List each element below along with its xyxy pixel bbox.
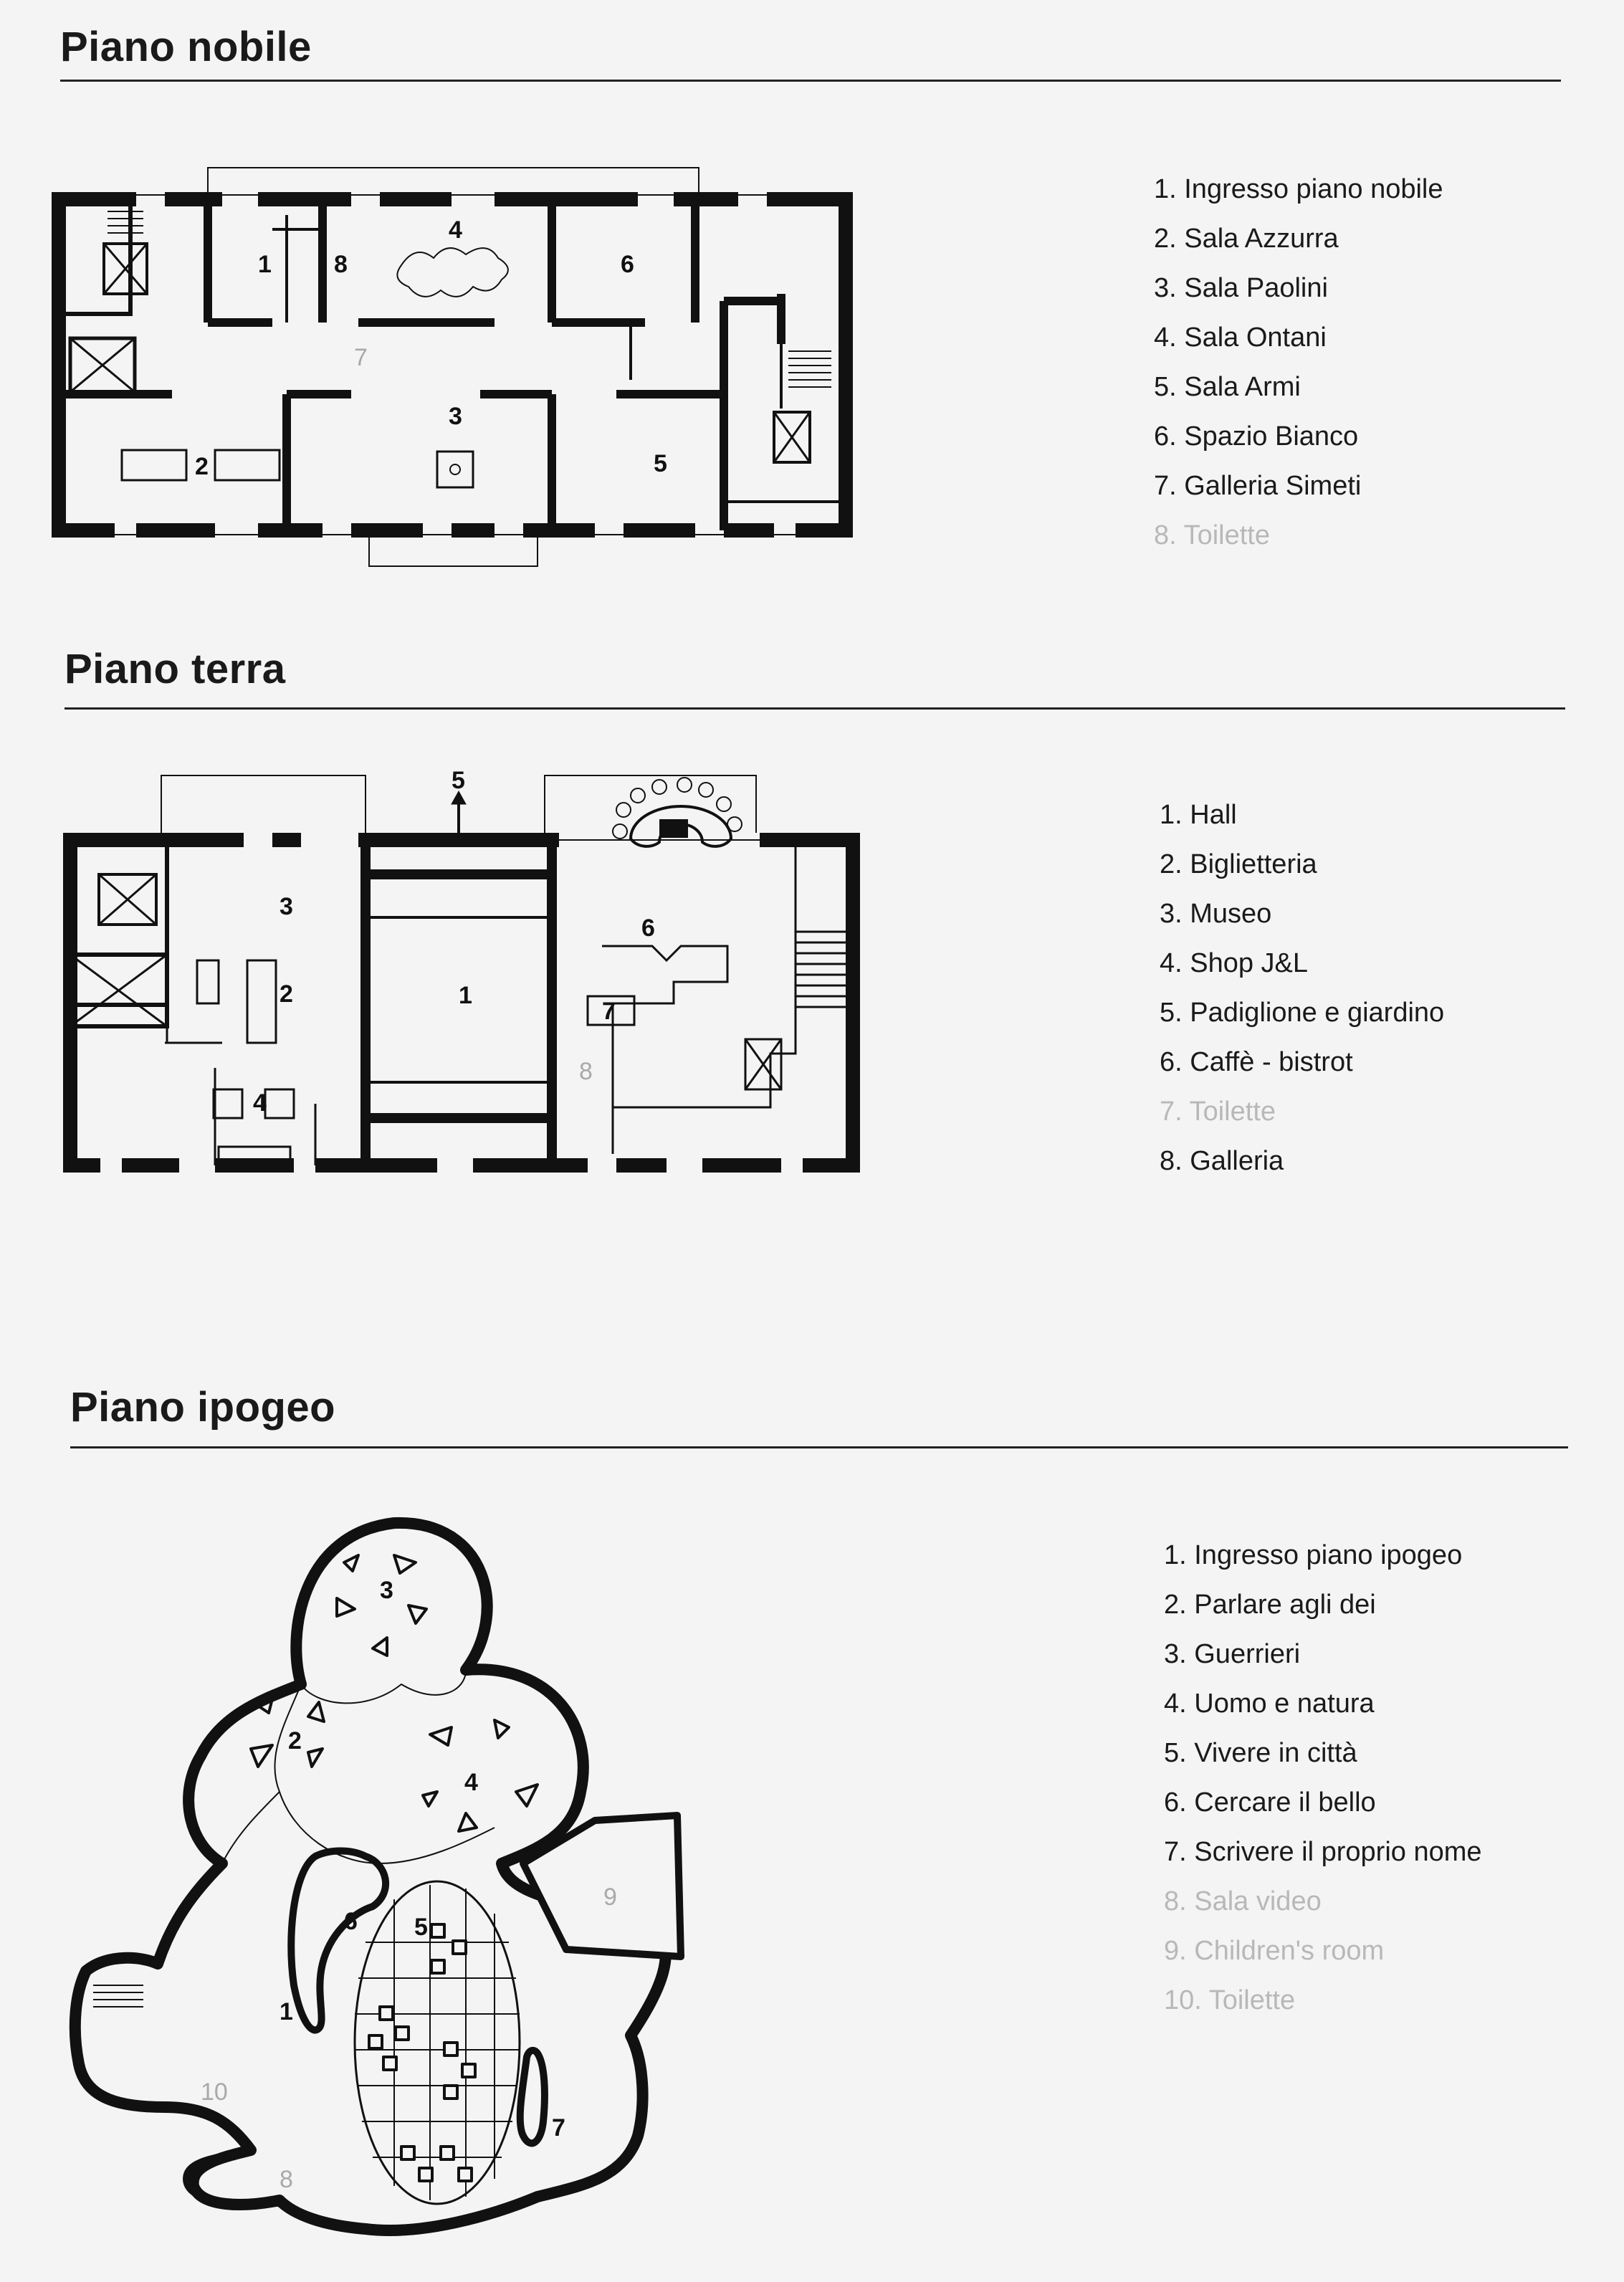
legend-item: 7. Scrivere il proprio nome	[1164, 1837, 1482, 1867]
legend-item: 4. Sala Ontani	[1154, 323, 1327, 353]
section-rule	[65, 707, 1565, 710]
legend-item: 5. Padiglione e giardino	[1160, 998, 1445, 1028]
legend-item: 1. Ingresso piano nobile	[1154, 174, 1443, 204]
floor-title-piano-ipogeo: Piano ipogeo	[70, 1384, 336, 1431]
legend-item: 7. Toilette	[1160, 1097, 1276, 1127]
room-label-2: 2	[280, 980, 293, 1008]
legend-item: 2. Biglietteria	[1160, 849, 1317, 879]
legend-piano-nobile	[1154, 165, 1443, 560]
room-label-5: 5	[452, 767, 465, 794]
legend-item: 8. Galleria	[1160, 1146, 1284, 1176]
legend-item: 3. Museo	[1160, 899, 1272, 929]
legend-item: 10. Toilette	[1164, 1985, 1296, 2015]
room-label-2: 2	[288, 1727, 302, 1755]
room-label-3: 3	[380, 1577, 393, 1604]
legend-item: 1. Ingresso piano ipogeo	[1164, 1540, 1463, 1570]
legend-piano-ipogeo	[1164, 1531, 1482, 2025]
room-label-1: 1	[280, 1998, 293, 2025]
room-label-3: 3	[280, 893, 293, 920]
room-label-6: 6	[641, 915, 655, 942]
legend-item: 8. Sala video	[1164, 1886, 1322, 1916]
legend-piano-terra	[1160, 791, 1444, 1186]
room-label-4: 4	[253, 1089, 267, 1117]
room-label-4: 4	[449, 216, 462, 244]
room-label-7: 7	[552, 2114, 565, 2142]
legend-item: 5. Sala Armi	[1154, 372, 1301, 402]
floor-plan-piano-terra	[57, 767, 874, 1183]
floor-title-piano-terra: Piano terra	[65, 646, 286, 692]
room-label-7: 7	[354, 344, 368, 371]
room-label-8: 8	[280, 2166, 293, 2193]
legend-item: 1. Hall	[1160, 800, 1237, 830]
room-label-5: 5	[654, 450, 667, 477]
room-label-6: 6	[344, 1908, 358, 1935]
legend-item: 5. Vivere in città	[1164, 1738, 1357, 1768]
legend-item: 6. Spazio Bianco	[1154, 421, 1359, 452]
legend-item: 8. Toilette	[1154, 520, 1270, 550]
room-label-6: 6	[621, 251, 634, 278]
legend-item: 3. Sala Paolini	[1154, 273, 1328, 303]
room-label-8: 8	[579, 1058, 593, 1085]
section-rule	[60, 80, 1561, 82]
legend-item: 4. Uomo e natura	[1164, 1689, 1375, 1719]
floor-plan-piano-ipogeo	[65, 1491, 781, 2243]
legend-item: 2. Sala Azzurra	[1154, 224, 1339, 254]
room-label-10: 10	[201, 2078, 228, 2106]
room-label-5: 5	[414, 1914, 428, 1941]
room-label-4: 4	[464, 1769, 478, 1796]
legend-item: 9. Children's room	[1164, 1936, 1385, 1966]
legend-item: 2. Parlare agli dei	[1164, 1590, 1376, 1620]
room-label-1: 1	[459, 982, 472, 1009]
room-label-2: 2	[195, 453, 209, 480]
room-label-7: 7	[602, 998, 616, 1025]
room-label-1: 1	[258, 251, 272, 278]
room-label-3: 3	[449, 403, 462, 430]
legend-item: 6. Cercare il bello	[1164, 1787, 1376, 1818]
room-label-9: 9	[603, 1884, 617, 1911]
section-rule	[70, 1446, 1568, 1448]
legend-item: 3. Guerrieri	[1164, 1639, 1301, 1669]
floor-plan-piano-nobile	[50, 158, 867, 573]
legend-item: 6. Caffè - bistrot	[1160, 1047, 1353, 1077]
floor-title-piano-nobile: Piano nobile	[60, 24, 312, 70]
room-label-8: 8	[334, 251, 348, 278]
legend-item: 7. Galleria Simeti	[1154, 471, 1362, 501]
legend-item: 4. Shop J&L	[1160, 948, 1309, 978]
